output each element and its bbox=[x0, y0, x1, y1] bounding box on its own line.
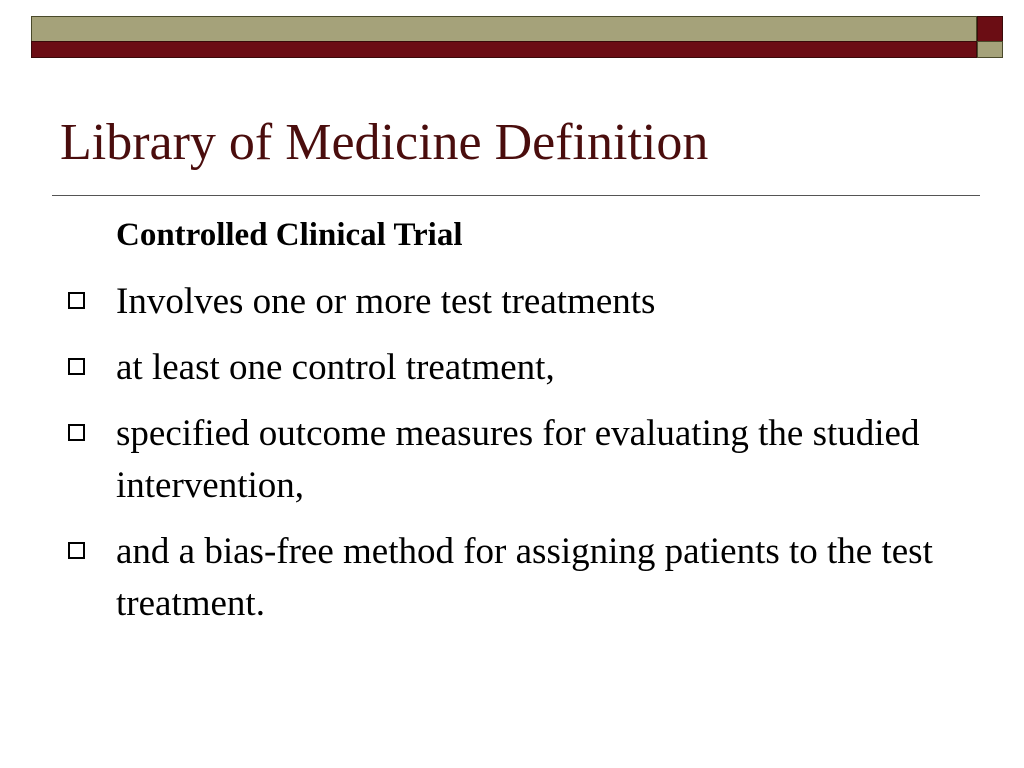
hollow-square-bullet-icon bbox=[68, 424, 85, 441]
hollow-square-bullet-icon bbox=[68, 358, 85, 375]
header-bar-maroon bbox=[31, 41, 977, 58]
slide-title: Library of Medicine Definition bbox=[60, 114, 709, 171]
bullet-text: at least one control treatment, bbox=[116, 347, 555, 388]
header-bar-olive bbox=[31, 16, 977, 42]
bullet-text: specified outcome measures for evaluating the studied intervention, bbox=[116, 413, 920, 506]
bullet-text: and a bias-free method for assigning patients to the test treatment. bbox=[116, 531, 933, 624]
bullet-item bbox=[60, 276, 980, 328]
bullet-item bbox=[60, 408, 980, 512]
bullet-item bbox=[60, 342, 980, 394]
header-square-maroon bbox=[977, 16, 1003, 42]
hollow-square-bullet-icon bbox=[68, 542, 85, 559]
slide-subheading: Controlled Clinical Trial bbox=[116, 217, 463, 253]
title-underline bbox=[52, 195, 980, 196]
bullet-list bbox=[60, 276, 980, 644]
header-square-olive bbox=[977, 41, 1003, 58]
bullet-item bbox=[60, 526, 980, 630]
hollow-square-bullet-icon bbox=[68, 292, 85, 309]
bullet-text: Involves one or more test treatments bbox=[116, 281, 656, 322]
